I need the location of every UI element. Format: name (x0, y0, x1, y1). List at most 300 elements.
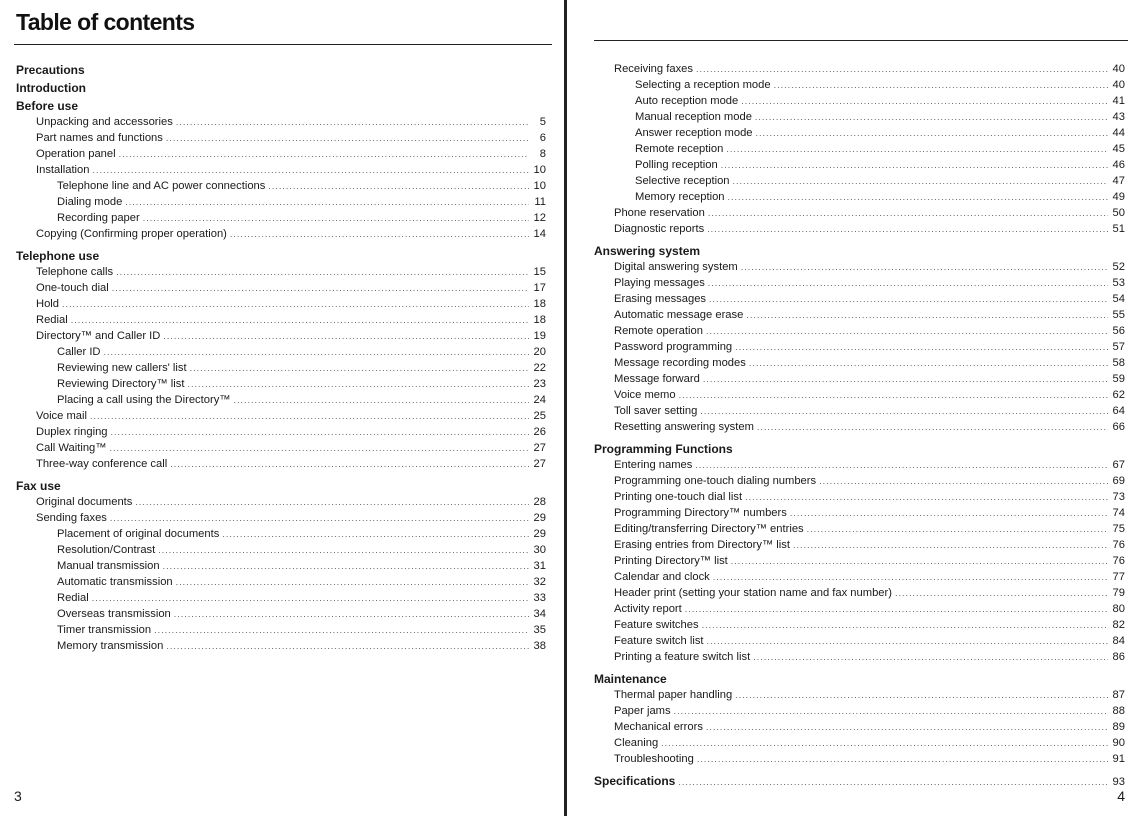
toc-entry (16, 114, 546, 130)
toc-entry-page: 41 (1112, 95, 1125, 107)
toc-entry (594, 221, 1125, 237)
toc-entry-page: 23 (533, 378, 546, 390)
toc-entry-page: 54 (1112, 293, 1125, 305)
toc-entry (16, 590, 546, 606)
toc-entry-page: 27 (533, 458, 546, 470)
toc-entry (594, 173, 1125, 189)
page-number-right: 4 (1117, 788, 1125, 804)
dot-leader (110, 510, 529, 526)
toc-entry-page: 93 (1112, 776, 1125, 788)
dot-leader (230, 226, 529, 242)
dot-leader (174, 606, 529, 622)
dot-leader (703, 371, 1108, 387)
toc-entry-page: 44 (1112, 127, 1125, 139)
toc-entry-page: 32 (533, 576, 546, 588)
toc-entry (594, 205, 1125, 221)
toc-entry (594, 751, 1125, 767)
toc-entry (594, 125, 1125, 141)
toc-entry-label: Call Waiting™ (36, 442, 107, 454)
dot-leader (728, 189, 1108, 205)
toc-entry-label: Original documents (36, 496, 133, 508)
toc-entry-label: Selecting a reception mode (635, 79, 771, 91)
toc-entry (594, 489, 1125, 505)
toc-entry (594, 457, 1125, 473)
toc-entry-label: Duplex ringing (36, 426, 108, 438)
toc-entry-label: Timer transmission (57, 624, 152, 636)
dot-leader (697, 751, 1108, 767)
dot-leader (111, 424, 529, 440)
toc-entry-page: 29 (533, 512, 546, 524)
toc-entry (594, 633, 1125, 649)
dot-leader (696, 61, 1108, 77)
toc-entry-label: Manual reception mode (635, 111, 752, 123)
toc-entry-page: 56 (1112, 325, 1125, 337)
toc-entry-page: 19 (533, 330, 546, 342)
toc-entry (594, 141, 1125, 157)
section-heading-maintenance: Maintenance (594, 672, 667, 686)
toc-entry (16, 606, 546, 622)
toc-entry-page: 22 (533, 362, 546, 374)
toc-entry-label: Thermal paper handling (614, 689, 733, 701)
toc-entry-page: 40 (1112, 63, 1125, 75)
toc-entry-label: Auto reception mode (635, 95, 739, 107)
dot-leader (109, 440, 529, 456)
right-page (572, 0, 1145, 816)
toc-entry (16, 526, 546, 542)
toc-entry (594, 735, 1125, 751)
toc-entry-label: Password programming (614, 341, 733, 353)
toc-entry (16, 280, 546, 296)
toc-entry-label: Voice mail (36, 410, 87, 422)
toc-entry-label: Paper jams (614, 705, 671, 717)
dot-leader (706, 719, 1108, 735)
toc-entry (594, 505, 1125, 521)
toc-entry-page: 46 (1112, 159, 1125, 171)
dot-leader (807, 521, 1108, 537)
toc-entry-page: 18 (533, 314, 546, 326)
toc-entry-label: Mechanical errors (614, 721, 703, 733)
toc-entry-page: 74 (1112, 507, 1125, 519)
dot-leader (774, 77, 1108, 93)
toc-entry-page: 29 (533, 528, 546, 540)
toc-entry (16, 130, 546, 146)
toc-entry-label: Redial (57, 592, 89, 604)
toc-entry (594, 355, 1125, 371)
toc-entry-label: Copying (Confirming proper operation) (36, 228, 227, 240)
dot-leader (749, 355, 1108, 371)
dot-leader (713, 569, 1108, 585)
toc-list-left (16, 62, 546, 654)
toc-entry-page: 11 (534, 196, 546, 208)
dot-leader (895, 585, 1108, 601)
dot-leader (741, 259, 1108, 275)
dot-leader (755, 109, 1108, 125)
toc-entry-page: 14 (533, 228, 546, 240)
toc-entry (16, 210, 546, 226)
dot-leader (709, 291, 1108, 307)
dot-leader (793, 537, 1108, 553)
dot-leader (741, 93, 1108, 109)
toc-entry (594, 703, 1125, 719)
toc-entry-label: Erasing messages (614, 293, 707, 305)
toc-entry (594, 387, 1125, 403)
toc-entry (16, 440, 546, 456)
toc-entry-page: 51 (1112, 223, 1125, 235)
toc-entry-label: Memory reception (635, 191, 725, 203)
dot-leader (112, 280, 529, 296)
toc-entry (16, 226, 546, 242)
dot-leader (726, 141, 1108, 157)
toc-entry-label: Resetting answering system (614, 421, 754, 433)
toc-entry-label: Toll saver setting (614, 405, 698, 417)
toc-entry-label: Reviewing Directory™ list (57, 378, 185, 390)
dot-leader (708, 205, 1108, 221)
toc-entry-label: Memory transmission (57, 640, 164, 652)
toc-entry-label: Entering names (614, 459, 693, 471)
toc-entry (16, 622, 546, 638)
dot-leader (685, 601, 1108, 617)
toc-entry-page: 75 (1112, 523, 1125, 535)
toc-entry-page: 20 (533, 346, 546, 358)
toc-entry-label: Reviewing new callers' list (57, 362, 187, 374)
toc-entry (16, 194, 546, 210)
toc-entry-page: 47 (1112, 175, 1125, 187)
dot-leader (176, 574, 529, 590)
toc-entry-page: 57 (1112, 341, 1125, 353)
toc-entry-page: 12 (533, 212, 546, 224)
toc-entry (16, 328, 546, 344)
toc-entry-label: Three-way conference call (36, 458, 168, 470)
toc-entry-label: Selective reception (635, 175, 730, 187)
toc-entry-label: Placing a call using the Directory™ (57, 394, 231, 406)
dot-leader (745, 489, 1108, 505)
toc-entry-label: Automatic transmission (57, 576, 173, 588)
dot-leader (233, 392, 529, 408)
toc-entry-label: Erasing entries from Directory™ list (614, 539, 790, 551)
toc-entry-page: 59 (1112, 373, 1125, 385)
toc-entry-label: Polling reception (635, 159, 718, 171)
section-heading-telephone-use: Telephone use (16, 249, 100, 263)
toc-entry-page: 43 (1112, 111, 1125, 123)
toc-entry-page: 18 (533, 298, 546, 310)
toc-entry-label: Printing Directory™ list (614, 555, 728, 567)
dot-leader (93, 162, 530, 178)
toc-entry-page: 28 (533, 496, 546, 508)
toc-entry-page: 66 (1112, 421, 1125, 433)
toc-entry (16, 510, 546, 526)
toc-entry-label: Header print (setting your station name and fax number) (614, 587, 892, 599)
toc-entry (16, 360, 546, 376)
section-heading-answering-system: Answering system (594, 244, 701, 258)
dot-leader (135, 494, 529, 510)
toc-entry-page: 58 (1112, 357, 1125, 369)
toc-entry (594, 291, 1125, 307)
toc-entry-label: Playing messages (614, 277, 705, 289)
toc-entry-label: Troubleshooting (614, 753, 694, 765)
toc-entry-label: Sending faxes (36, 512, 107, 524)
toc-entry-page: 26 (533, 426, 546, 438)
dot-leader (678, 774, 1108, 790)
dot-leader (733, 173, 1108, 189)
toc-entry-label: Placement of original documents (57, 528, 220, 540)
toc-entry (594, 687, 1125, 703)
toc-entry-label: Operation panel (36, 148, 116, 160)
toc-entry (594, 553, 1125, 569)
dot-leader (190, 360, 529, 376)
toc-entry-label: Voice memo (614, 389, 676, 401)
toc-entry-label: Telephone line and AC power connections (57, 180, 266, 192)
toc-entry-page: 10 (533, 180, 546, 192)
toc-entry-label: Message recording modes (614, 357, 746, 369)
toc-entry-label: Automatic message erase (614, 309, 744, 321)
dot-leader (154, 622, 529, 638)
toc-entry-page: 25 (533, 410, 546, 422)
dot-leader (92, 590, 529, 606)
toc-entry (16, 162, 546, 178)
toc-entry-label: Digital answering system (614, 261, 738, 273)
toc-entry-label: Programming one-touch dialing numbers (614, 475, 817, 487)
toc-entry (16, 264, 546, 280)
toc-entry (594, 371, 1125, 387)
toc-entry (16, 542, 546, 558)
dot-leader (674, 703, 1108, 719)
dot-leader (187, 376, 529, 392)
toc-entry (594, 339, 1125, 355)
dot-leader (735, 687, 1108, 703)
dot-leader (158, 542, 529, 558)
dot-leader (819, 473, 1108, 489)
toc-entry-specifications (594, 773, 1125, 789)
toc-entry-page: 77 (1112, 571, 1125, 583)
toc-entry-label: Directory™ and Caller ID (36, 330, 161, 342)
toc-entry-label: Feature switches (614, 619, 699, 631)
toc-entry (594, 275, 1125, 291)
dot-leader (731, 553, 1108, 569)
toc-entry (594, 189, 1125, 205)
dot-leader (790, 505, 1108, 521)
toc-entry (16, 424, 546, 440)
toc-entry-page: 8 (539, 148, 546, 160)
toc-entry (16, 392, 546, 408)
toc-entry-page: 76 (1112, 555, 1125, 567)
toc-entry-label: Installation (36, 164, 90, 176)
toc-entry-label: Resolution/Contrast (57, 544, 156, 556)
toc-entry-page: 53 (1112, 277, 1125, 289)
dot-leader (125, 194, 529, 210)
toc-entry (594, 93, 1125, 109)
dot-leader (90, 408, 529, 424)
dot-leader (707, 633, 1108, 649)
toc-entry-label: Remote reception (635, 143, 724, 155)
dot-leader (119, 146, 529, 162)
toc-entry (16, 558, 546, 574)
toc-entry (594, 537, 1125, 553)
toc-entry (16, 296, 546, 312)
toc-entry-label: Telephone calls (36, 266, 114, 278)
toc-entry-page: 91 (1112, 753, 1125, 765)
toc-entry-page: 17 (533, 282, 546, 294)
toc-entry-label: Message forward (614, 373, 700, 385)
toc-entry (594, 569, 1125, 585)
toc-entry-page: 82 (1112, 619, 1125, 631)
section-heading-introduction: Introduction (16, 81, 86, 95)
dot-leader (702, 617, 1108, 633)
toc-entry-page: 73 (1112, 491, 1125, 503)
toc-entry-label: Redial (36, 314, 68, 326)
toc-entry (594, 323, 1125, 339)
toc-entry-label: Caller ID (57, 346, 101, 358)
toc-entry-page: 24 (533, 394, 546, 406)
dot-leader (706, 323, 1108, 339)
dot-leader (71, 312, 529, 328)
toc-entry (594, 719, 1125, 735)
toc-entry-page: 89 (1112, 721, 1125, 733)
dot-leader (679, 387, 1108, 403)
book-spine (564, 0, 567, 816)
toc-entry-page: 33 (533, 592, 546, 604)
toc-entry-page: 69 (1112, 475, 1125, 487)
toc-entry (594, 109, 1125, 125)
toc-entry-page: 50 (1112, 207, 1125, 219)
toc-entry-page: 45 (1112, 143, 1125, 155)
toc-entry-page: 34 (533, 608, 546, 620)
dot-leader (166, 130, 529, 146)
page-title: Table of contents (16, 9, 195, 35)
dot-leader (166, 638, 529, 654)
toc-entry-page: 62 (1112, 389, 1125, 401)
toc-entry (594, 585, 1125, 601)
dot-leader (757, 419, 1108, 435)
toc-entry-label: Hold (36, 298, 60, 310)
toc-entry-page: 88 (1112, 705, 1125, 717)
toc-entry-label: Printing a feature switch list (614, 651, 751, 663)
toc-entry (16, 312, 546, 328)
toc-entry-label: Remote operation (614, 325, 703, 337)
dot-leader (143, 210, 529, 226)
header-rule (594, 40, 1128, 41)
dot-leader (176, 114, 529, 130)
dot-leader (268, 178, 529, 194)
toc-entry (594, 601, 1125, 617)
section-heading-precautions: Precautions (16, 63, 85, 77)
toc-entry (594, 403, 1125, 419)
toc-entry-page: 15 (533, 266, 546, 278)
section-heading-programming-functions: Programming Functions (594, 442, 733, 456)
toc-entry-page: 27 (533, 442, 546, 454)
dot-leader (756, 125, 1108, 141)
toc-entry (16, 146, 546, 162)
toc-entry-page: 64 (1112, 405, 1125, 417)
toc-entry-page: 90 (1112, 737, 1125, 749)
toc-entry-page: 40 (1112, 79, 1125, 91)
toc-entry-label: One-touch dial (36, 282, 109, 294)
dot-leader (695, 457, 1108, 473)
toc-entry-label: Receiving faxes (614, 63, 693, 75)
toc-entry-label: Unpacking and accessories (36, 116, 173, 128)
dot-leader (746, 307, 1108, 323)
page-number-left: 3 (14, 788, 22, 804)
toc-entry (16, 456, 546, 472)
toc-entry-label: Overseas transmission (57, 608, 171, 620)
dot-leader (708, 275, 1108, 291)
toc-entry-label: Editing/transferring Directory™ entries (614, 523, 804, 535)
toc-list-right (594, 61, 1125, 789)
toc-entry (16, 376, 546, 392)
toc-entry (594, 259, 1125, 275)
toc-entry-page: 30 (533, 544, 546, 556)
toc-entry (16, 178, 546, 194)
toc-entry-page: 87 (1112, 689, 1125, 701)
toc-entry-page: 10 (533, 164, 546, 176)
dot-leader (116, 264, 529, 280)
dot-leader (163, 558, 529, 574)
toc-entry-page: 35 (533, 624, 546, 636)
toc-entry-label: Cleaning (614, 737, 659, 749)
toc-entry (16, 344, 546, 360)
toc-entry (16, 574, 546, 590)
dot-leader (661, 735, 1108, 751)
toc-entry-label: Recording paper (57, 212, 140, 224)
toc-entry-label: Printing one-touch dial list (614, 491, 743, 503)
toc-entry-page: 31 (533, 560, 546, 572)
dot-leader (700, 403, 1108, 419)
toc-entry (594, 521, 1125, 537)
toc-entry (594, 419, 1125, 435)
toc-entry (16, 408, 546, 424)
toc-entry-page: 38 (533, 640, 546, 652)
dot-leader (753, 649, 1108, 665)
toc-entry-label: Phone reservation (614, 207, 705, 219)
toc-entry-page: 67 (1112, 459, 1125, 471)
toc-entry (594, 473, 1125, 489)
toc-entry-page: 6 (539, 132, 546, 144)
toc-entry (594, 307, 1125, 323)
toc-entry (594, 77, 1125, 93)
toc-entry (594, 617, 1125, 633)
dot-leader (163, 328, 529, 344)
dot-leader (721, 157, 1108, 173)
toc-entry-label: Diagnostic reports (614, 223, 705, 235)
dot-leader (104, 344, 529, 360)
toc-entry (594, 157, 1125, 173)
dot-leader (62, 296, 529, 312)
dot-leader (170, 456, 529, 472)
toc-entry (594, 649, 1125, 665)
toc-entry (16, 494, 546, 510)
toc-entry-page: 49 (1112, 191, 1125, 203)
toc-entry-page: 84 (1112, 635, 1125, 647)
toc-entry-label: Activity report (614, 603, 682, 615)
section-heading-before-use: Before use (16, 99, 79, 113)
toc-entry-page: 55 (1112, 309, 1125, 321)
toc-entry-page: 52 (1112, 261, 1125, 273)
toc-entry-label: Dialing mode (57, 196, 123, 208)
toc-entry-label: Part names and functions (36, 132, 163, 144)
dot-leader (707, 221, 1108, 237)
dot-leader (222, 526, 529, 542)
left-page (0, 0, 560, 816)
toc-entry-page: 80 (1112, 603, 1125, 615)
toc-entry-label: Feature switch list (614, 635, 704, 647)
toc-entry-label: Programming Directory™ numbers (614, 507, 787, 519)
toc-entry-page: 5 (539, 116, 546, 128)
toc-entry-label: Specifications (594, 774, 676, 788)
toc-entry-page: 86 (1112, 651, 1125, 663)
title-rule (14, 44, 552, 45)
toc-entry (594, 61, 1125, 77)
toc-entry-page: 76 (1112, 539, 1125, 551)
toc-entry-label: Calendar and clock (614, 571, 710, 583)
